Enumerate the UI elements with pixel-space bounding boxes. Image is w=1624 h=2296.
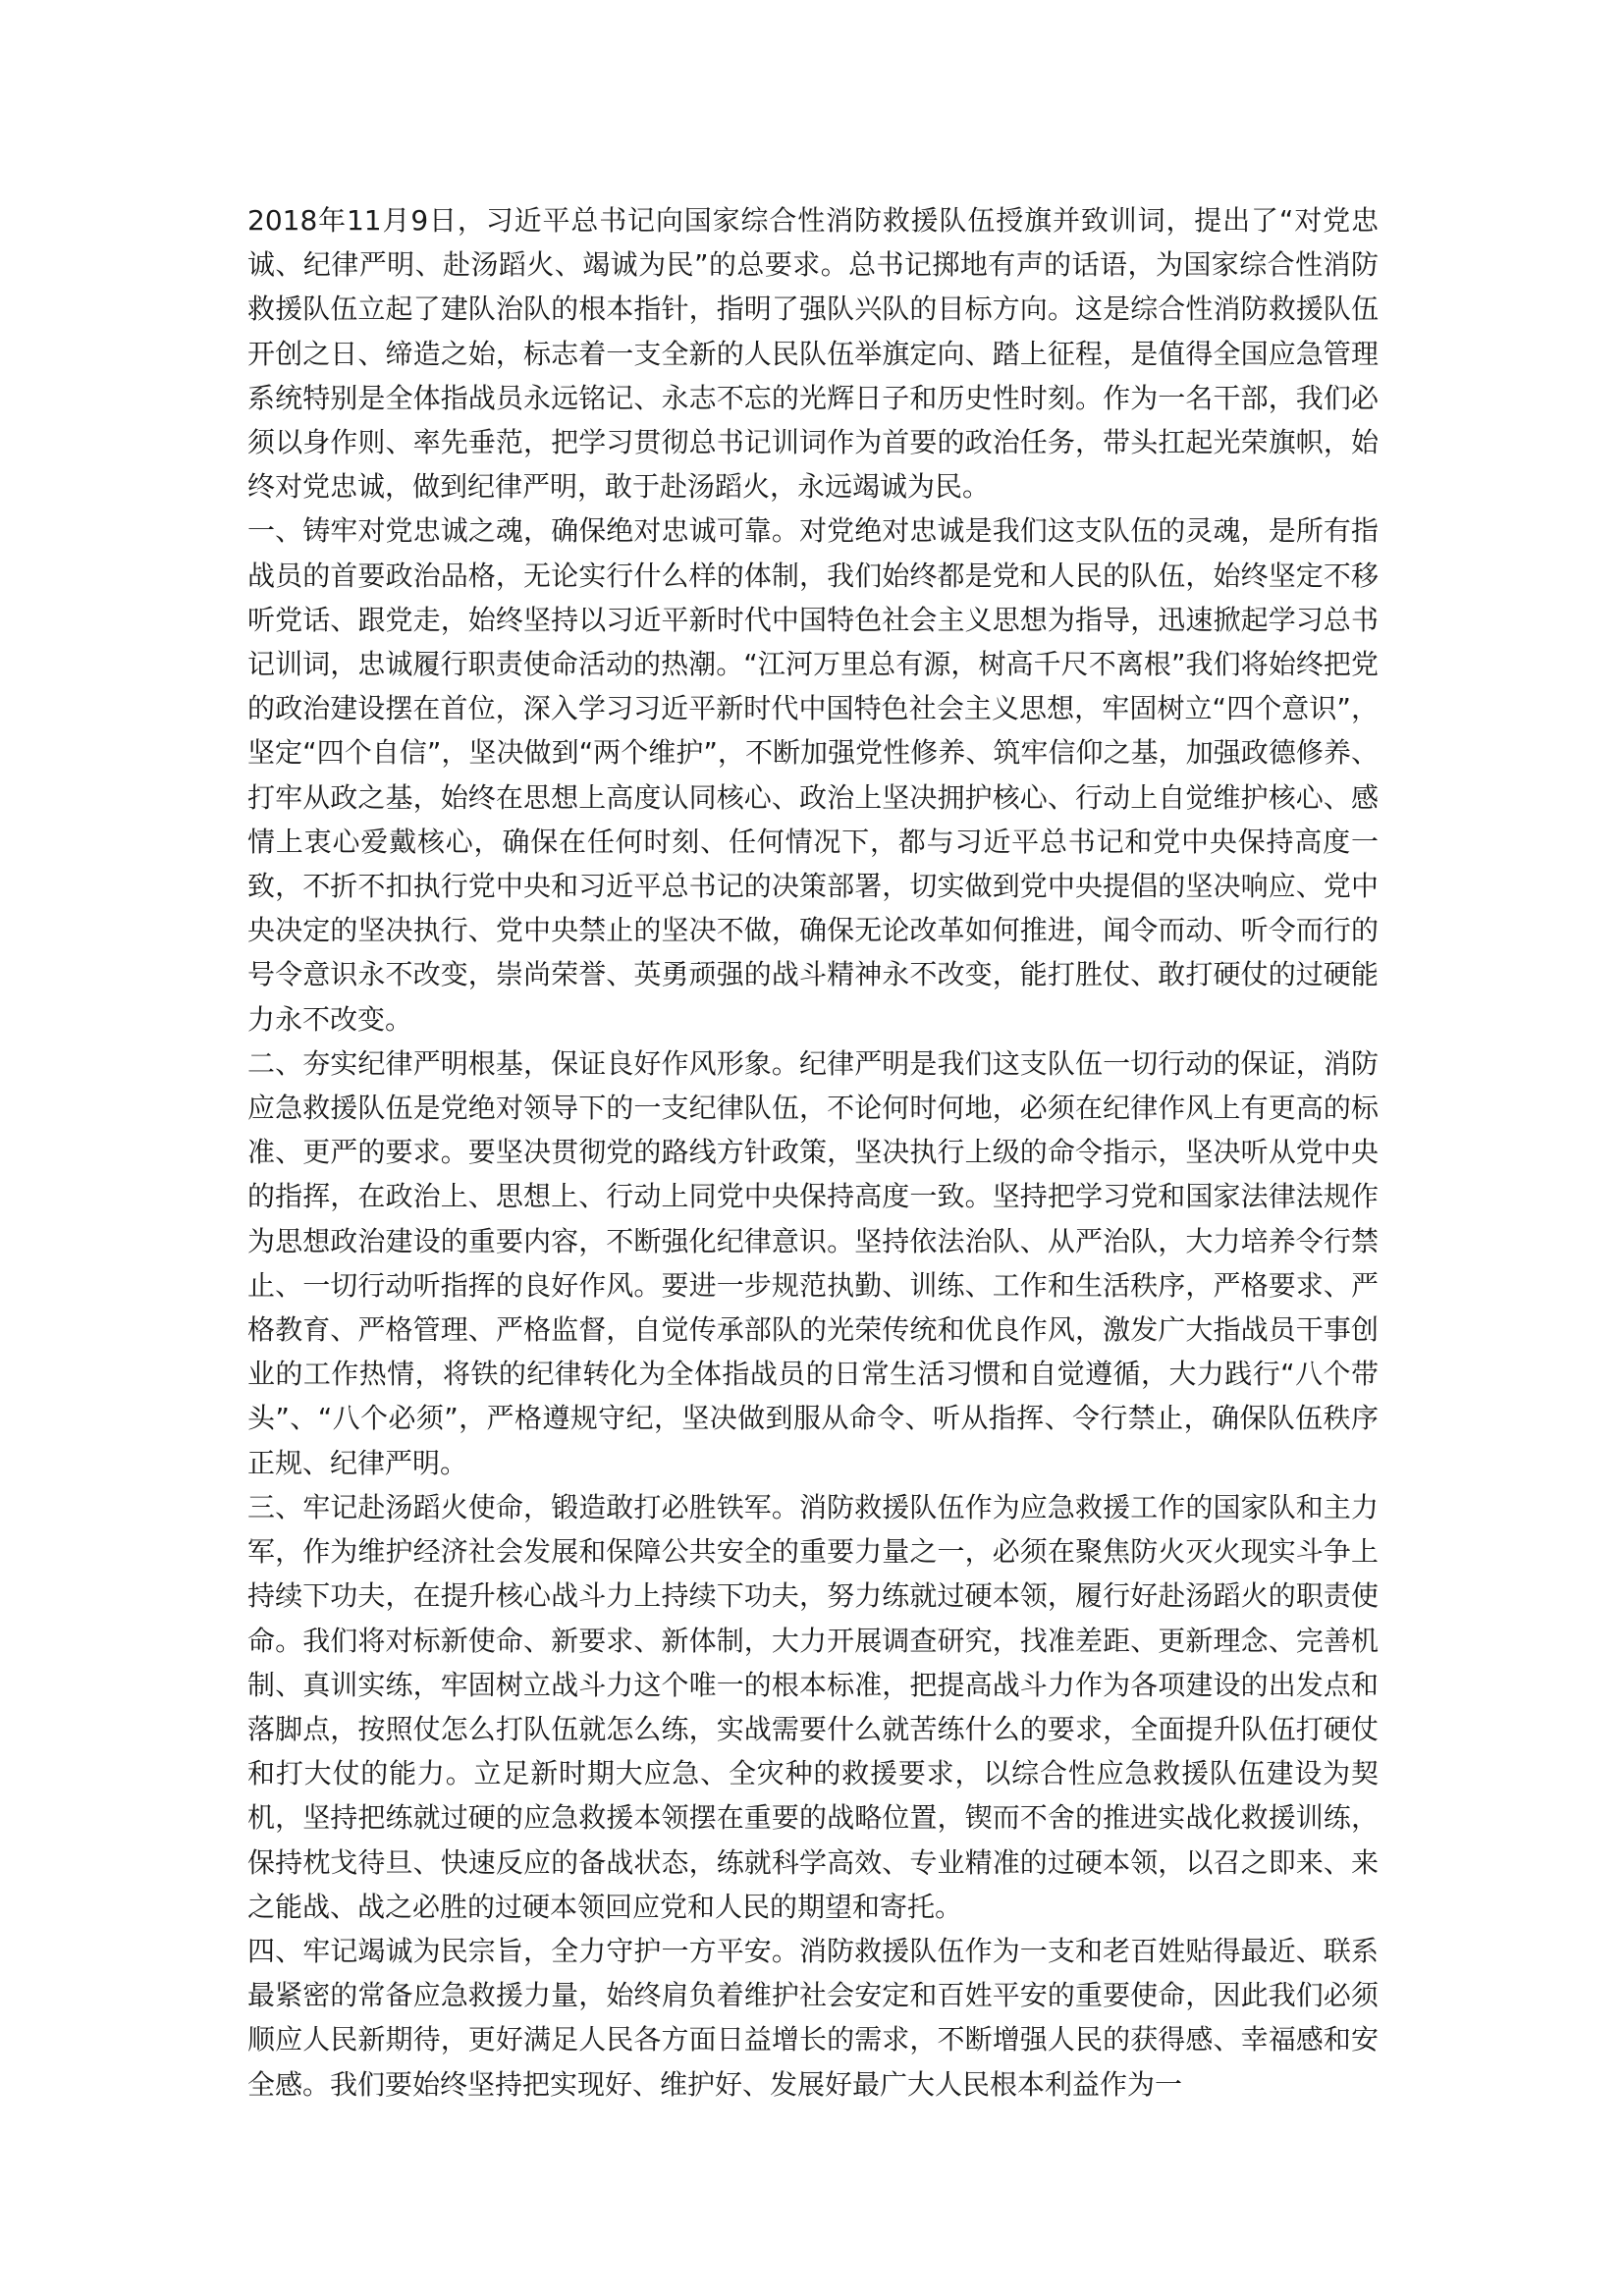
document-body [247, 198, 1379, 2107]
paragraph-section-3: 三、牢记赴汤蹈火使命，锻造敢打必胜铁军。消防救援队伍作为应急救援工作的国家队和主力军，作为维护经济社会发展和保障公共安全的重要力量之一，必须在聚焦防火灭火现实斗争上持续下功夫，在提升核心战斗力上持续下功夫，努力练就过硬本领，履行好赴汤蹈火的职责使命。我们将对标新使命、新要求、新体制，大力开展调查研究，找准差距、更新理念、完善机制、真训实练，牢固树立战斗力这个唯一的根本标准，把提高战斗力作为各项建设的出发点和落脚点，按照仗怎么打队伍就怎么练，实战需要什么就苦练什么的要求，全面提升队伍打硬仗和打大仗的能力。立足新时期大应急、全灾种的救援要求，以综合性应急救援队伍建设为契机，坚持把练就过硬的应急救援本领摆在重要的战略位置，锲而不舍的推进实战化救援训练，保持枕戈待旦、快速反应的备战状态，练就科学高效、专业精准的过硬本领，以召之即来、来之能战、战之必胜的过硬本领回应党和人民的期望和寄托。 [247, 1490, 1379, 1923]
paragraph-section-1: 一、铸牢对党忠诚之魂，确保绝对忠诚可靠。对党绝对忠诚是我们这支队伍的灵魂，是所有指战员的首要政治品格，无论实行什么样的体制，我们始终都是党和人民的队伍，始终坚定不移听党话、跟党走，始终坚持以习近平新时代中国特色社会主义思想为指导，迅速掀起学习总书记训词，忠诚履行职责使命活动的热潮。“江河万里总有源，树高千尺不离根”我们将始终把党的政治建设摆在首位，深入学习习近平新时代中国特色社会主义思想，牢固树立“四个意识”，坚定“四个自信”，坚决做到“两个维护”，不断加强党性修养、筑牢信仰之基，加强政德修养、打牢从政之基，始终在思想上高度认同核心、政治上坚决拥护核心、行动上自觉维护核心、感情上衷心爱戴核心，确保在任何时刻、任何情况下，都与习近平总书记和党中央保持高度一致，不折不扣执行党中央和习近平总书记的决策部署，切实做到党中央提倡的坚决响应、党中央决定的坚决执行、党中央禁止的坚决不做，确保无论改革如何推进，闻令而动、听令而行的号令意识永不改变，崇尚荣誉、英勇顽强的战斗精神永不改变，能打胜仗、敢打硬仗的过硬能力永不改变。 [247, 514, 1379, 1036]
paragraph-intro: 2018年11月9日，习近平总书记向国家综合性消防救援队伍授旗并致训词，提出了“对党忠诚、纪律严明、赴汤蹈火、竭诚为民”的总要求。总书记掷地有声的话语，为国家综合性消防救援队伍立起了建队治队的根本指针，指明了强队兴队的目标方向。这是综合性消防救援队伍开创之日、缔造之始，标志着一支全新的人民队伍举旗定向、踏上征程，是值得全国应急管理系统特别是全体指战员永远铭记、永志不忘的光辉日子和历史性时刻。作为一名干部，我们必须以身作则、率先垂范，把学习贯彻总书记训词作为首要的政治任务，带头扛起光荣旗帜，始终对党忠诚，做到纪律严明，敢于赴汤蹈火，永远竭诚为民。 [247, 204, 1379, 504]
paragraph-section-4: 四、牢记竭诚为民宗旨，全力守护一方平安。消防救援队伍作为一支和老百姓贴得最近、联系最紧密的常备应急救援力量，始终肩负着维护社会安定和百姓平安的重要使命，因此我们必须顺应人民新期待，更好满足人民各方面日益增长的需求，不断增强人民的获得感、幸福感和安全感。我们要始终坚持把实现好、维护好、发展好最广大人民根本利益作为一 [247, 1934, 1379, 2101]
paragraph-section-2: 二、夯实纪律严明根基，保证良好作风形象。纪律严明是我们这支队伍一切行动的保证，消防应急救援队伍是党绝对领导下的一支纪律队伍，不论何时何地，必须在纪律作风上有更高的标准、更严的要求。要坚决贯彻党的路线方针政策，坚决执行上级的命令指示，坚决听从党中央的指挥，在政治上、思想上、行动上同党中央保持高度一致。坚持把学习党和国家法律法规作为思想政治建设的重要内容，不断强化纪律意识。坚持依法治队、从严治队，大力培养令行禁止、一切行动听指挥的良好作风。要进一步规范执勤、训练、工作和生活秩序，严格要求、严格教育、严格管理、严格监督，自觉传承部队的光荣传统和优良作风，激发广大指战员干事创业的工作热情，将铁的纪律转化为全体指战员的日常生活习惯和自觉遵循，大力践行“八个带头”、“八个必须”，严格遵规守纪，坚决做到服从命令、听从指挥、令行禁止，确保队伍秩序正规、纪律严明。 [247, 1046, 1379, 1479]
